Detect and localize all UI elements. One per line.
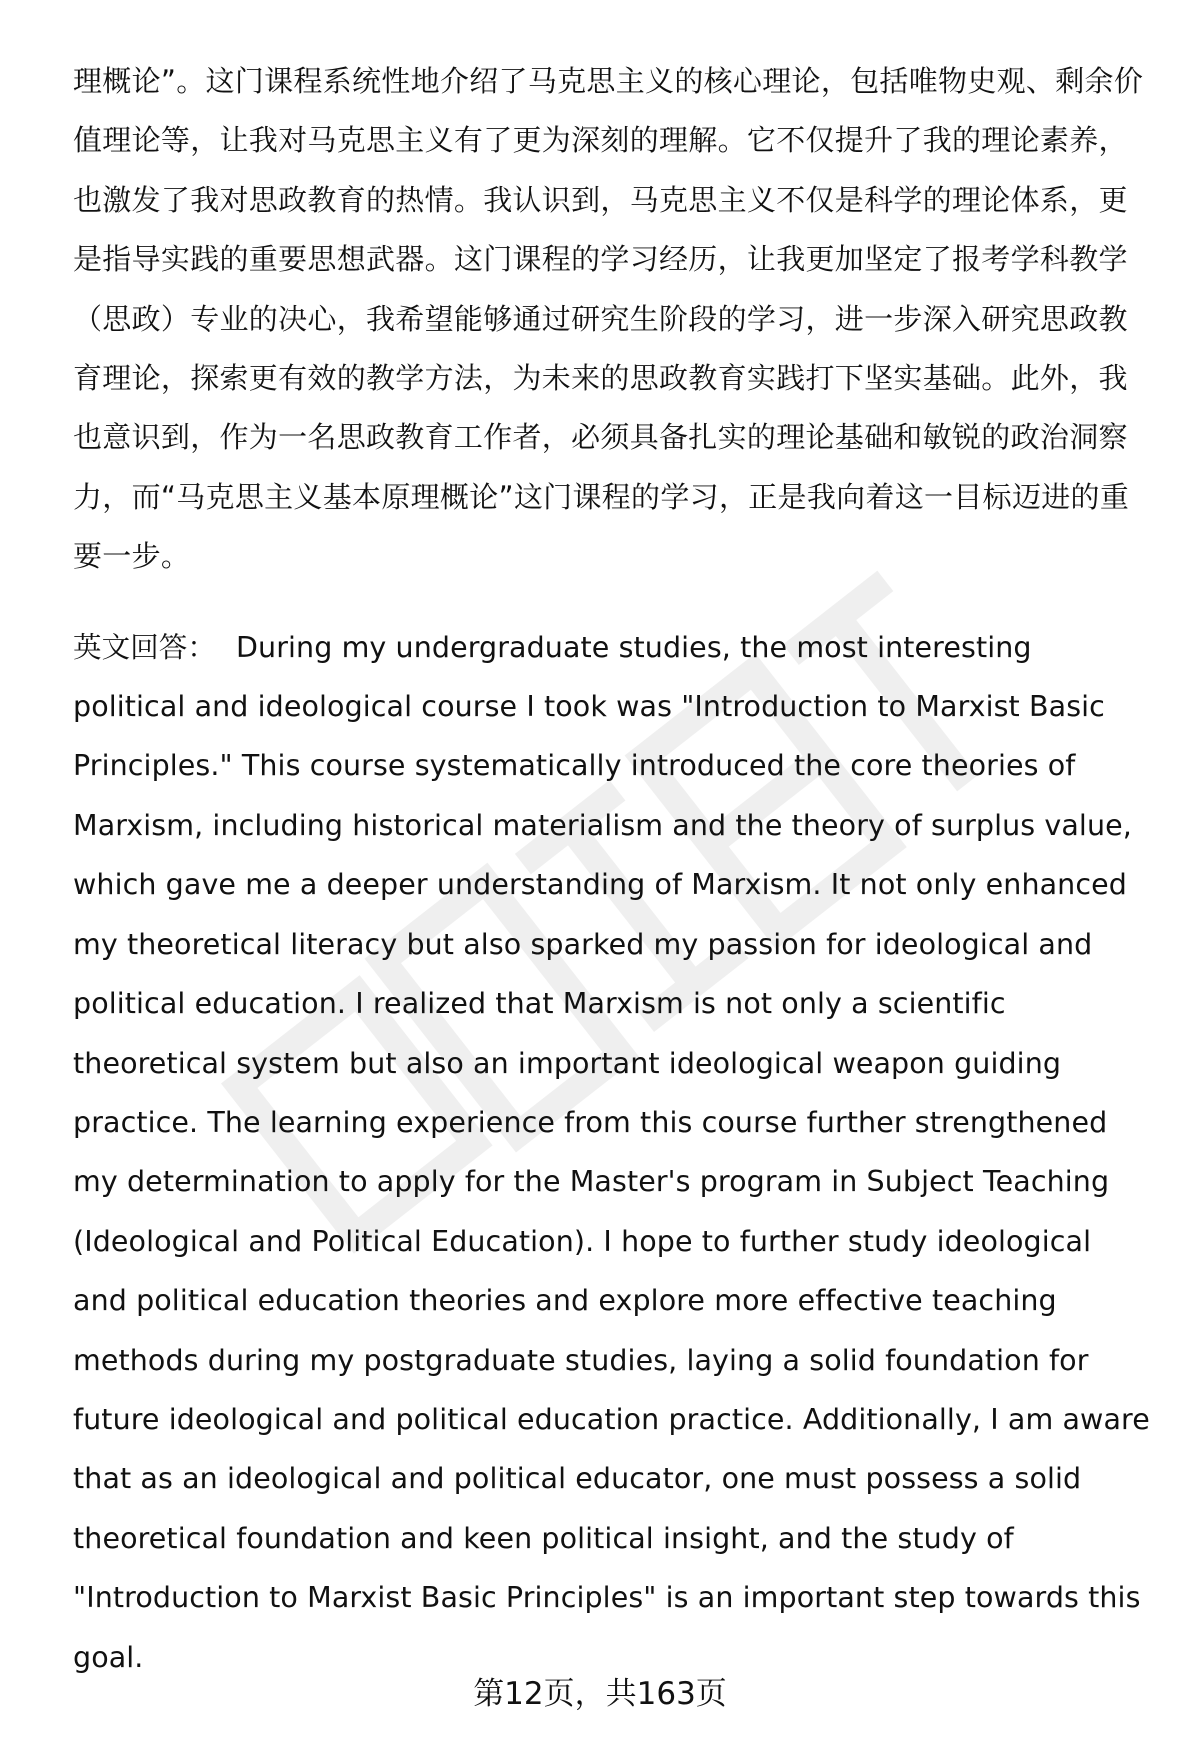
document-body xyxy=(73,52,1153,1687)
english-answer-text: During my undergraduate studies, the most interesting political and ideological course I took was "Introduction to Marxist Basic Principles." This course systematically introduced the core theories of Marxism, including historical materialism and the theory of surplus value, which gave me a deeper understanding of Marxism. It not only enhanced my theoretical literacy but also sparked my passion for ideological and political education. I realized that Marxism is not only a scientific theoretical system but also an important ideological weapon guiding practice. The learning experience from this course further strengthened my determination to apply for the Master's program in Subject Teaching (Ideological and Political Education). I hope to further study ideological and political education theories and explore more effective teaching methods during my postgraduate studies, laying a solid foundation for future ideological and political education practice. Additionally, I am aware that as an ideological and political educator, one must possess a solid theoretical foundation and keen political insight, and the study of "Introduction to Marxist Basic Principles" is an important step towards this goal. xyxy=(73,630,1150,1674)
english-answer-label: 英文回答： xyxy=(73,630,217,664)
chinese-answer-paragraph: 理概论”。这门课程系统性地介绍了马克思主义的核心理论，包括唯物史观、剩余价值理论等，让我对马克思主义有了更为深刻的理解。它不仅提升了我的理论素养，也激发了我对思政教育的热情。我认识到，马克思主义不仅是科学的理论体系，更是指导实践的重要思想武器。这门课程的学习经历，让我更加坚定了报考学科教学（思政）专业的决心，我希望能够通过研究生阶段的学习，进一步深入研究思政教育理论，探索更有效的教学方法，为未来的思政教育实践打下坚实基础。此外，我也意识到，作为一名思政教育工作者，必须具备扎实的理论基础和敏锐的政治洞察力，而“马克思主义基本原理概论”这门课程的学习，正是我向着这一目标迈进的重要一步。 xyxy=(73,64,1144,574)
page-indicator: 第12页，共163页 xyxy=(473,1676,727,1712)
english-answer-paragraph xyxy=(73,618,1153,1687)
